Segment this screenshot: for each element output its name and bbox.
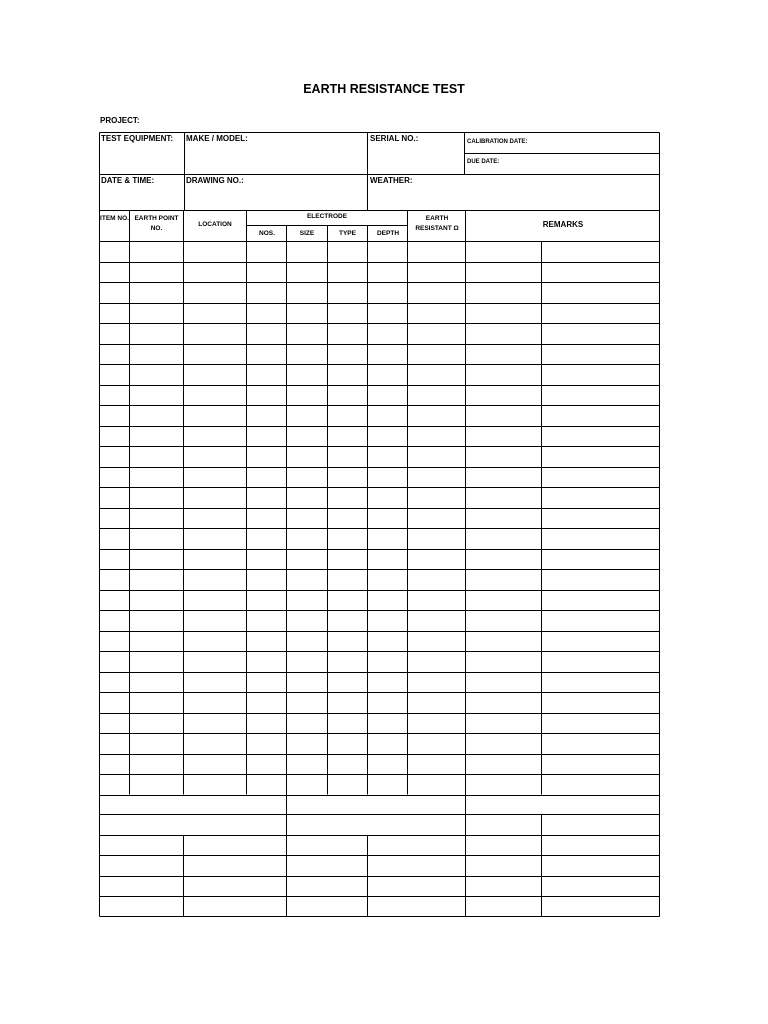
remarks-header: REMARKS [542, 220, 584, 229]
size-header: SIZE [299, 230, 315, 237]
page-title: EARTH RESISTANCE TEST [303, 82, 465, 96]
earth-point-no-header: EARTH POINT NO. [134, 215, 179, 232]
drawing-no-label: DRAWING NO.: [186, 176, 244, 185]
nos-header: NOS. [259, 230, 275, 237]
due-date-label: DUE DATE: [467, 159, 500, 165]
type-header: TYPE [339, 230, 356, 237]
date-time-label: DATE & TIME: [101, 176, 155, 185]
electrode-header: ELECTRODE [306, 213, 348, 220]
weather-label: WEATHER: [370, 176, 413, 185]
calibration-date-label: CALIBRATION DATE: [467, 139, 528, 145]
project-label: PROJECT: [100, 116, 140, 125]
test-equipment-label: TEST EQUIPMENT: [101, 134, 174, 143]
serial-no-label: SERIAL NO.: [370, 134, 419, 143]
make-model-label: MAKE / MODEL: [186, 134, 248, 143]
item-no-header: ITEM NO. [100, 215, 129, 222]
location-header: LOCATION [198, 221, 232, 228]
earth-resistant-header: EARTH RESISTANT Ω [415, 215, 459, 232]
depth-header: DEPTH [376, 230, 400, 237]
